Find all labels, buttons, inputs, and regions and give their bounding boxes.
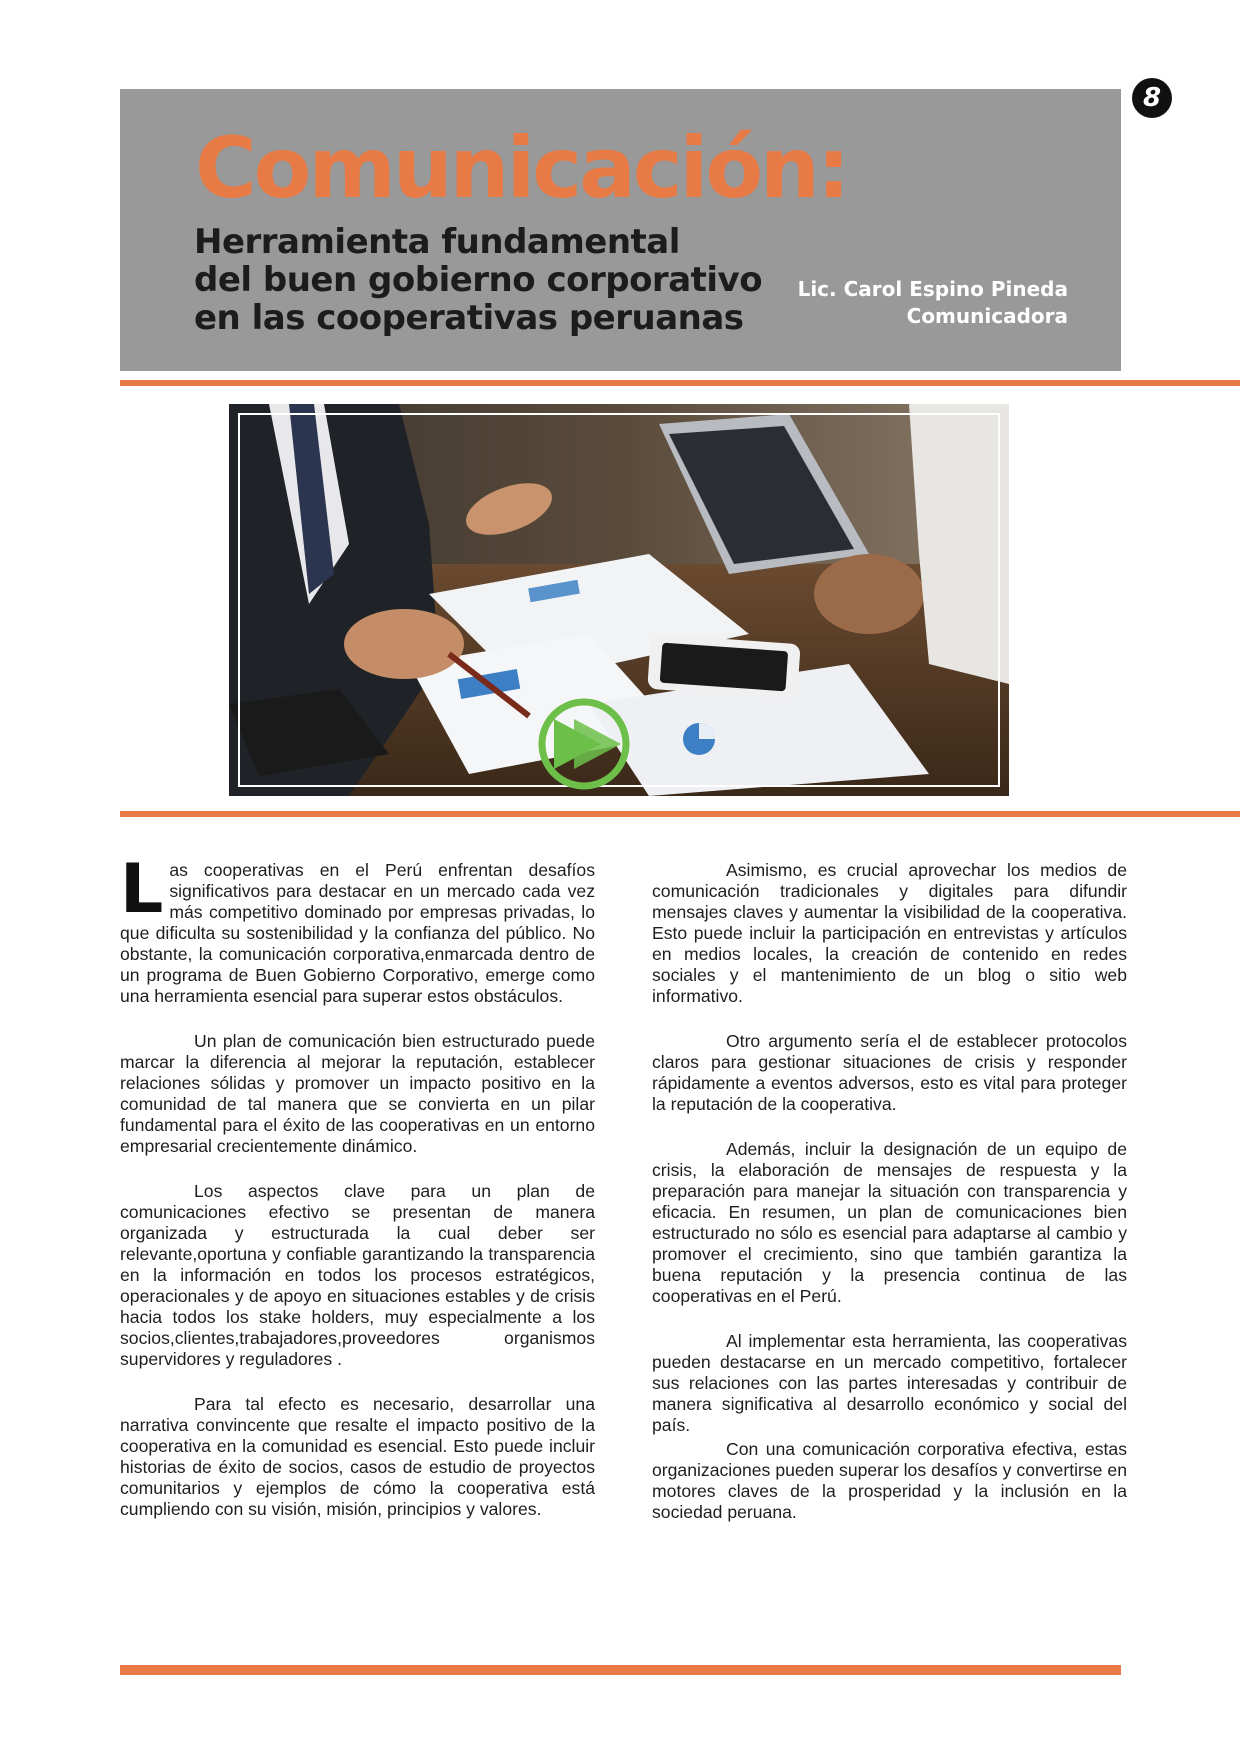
article-title: Comunicación:: [195, 119, 848, 217]
article-paragraph: Además, incluir la designación de un equipo de crisis, la elaboración de mensajes de respuesta y la preparación para manejar la situación con transparencia y eficacia. En resumen, un plan de comunicaciones bien estructurado no sólo es esencial para adaptarse al cambio y promover el crecimiento, sino que también garantiza la buena reputación y la presencia continua de las cooperativas en el Perú.: [652, 1139, 1127, 1306]
article-paragraph: Con una comunicación corporativa efectiva, estas organizaciones pueden superar los desafíos y convertirse en motores claves de la prosperidad y la inclusión en la sociedad peruana.: [652, 1439, 1127, 1522]
article-paragraph: Para tal efecto es necesario, desarrollar una narrativa convincente que resalte el impacto positivo de la cooperativa en la comunidad es esencial. Esto puede incluir historias de éxito de socios, casos de estudio de proyectos comunitarios y ejemplos de cómo la cooperativa está cumpliendo con su visión, misión, principios y valores.: [120, 1394, 595, 1519]
page-number: 8: [1132, 78, 1172, 118]
photo-divider: [120, 811, 1240, 817]
subtitle-line: Herramienta fundamental: [194, 222, 680, 262]
author-name: Lic. Carol Espino Pineda: [797, 277, 1068, 301]
subtitle-line: del buen gobierno corporativo: [194, 260, 763, 300]
article-subtitle: [194, 223, 762, 337]
author-role: Comunicadora: [906, 304, 1068, 328]
top-divider: [120, 380, 1240, 386]
article-paragraph: Otro argumento sería el de establecer protocolos claros para gestionar situaciones de crisis y responder rápidamente a eventos adversos, esto es vital para proteger la reputación de la cooperativa.: [652, 1031, 1127, 1114]
business-meeting-photo: [229, 404, 1009, 796]
bottom-divider: [120, 1665, 1121, 1675]
article-paragraph: Asimismo, es crucial aprovechar los medios de comunicación tradicionales y digitales para difundir mensajes claves y aumentar la visibilidad de la cooperativa. Esto puede incluir la participación en entrevistas y artículos en medios locales, la creación de contenido en redes sociales y el mantenimiento de un blog o sitio web informativo.: [652, 860, 1127, 1006]
article-paragraph: Un plan de comunicación bien estructurado puede marcar la diferencia al mejorar la reputación, establecer relaciones sólidas y promover un impacto positivo en la comunidad de tal manera que se convierta en un pilar fundamental para el éxito de las cooperativas en un entorno empresarial crecientemente dinámico.: [120, 1031, 595, 1156]
article-paragraph: Al implementar esta herramienta, las cooperativas pueden destacarse en un mercado competitivo, fortalecer sus relaciones con las partes interesadas y contribuir de manera significativa al desarrollo económico y social del país.: [652, 1331, 1127, 1435]
subtitle-line: en las cooperativas peruanas: [194, 298, 744, 338]
article-paragraph: Los aspectos clave para un plan de comunicaciones efectivo se presentan de manera organizada y estructurada la cual deber ser relevante,oportuna y confiable garantizando la transparencia en la información en todos los procesos estratégicos, operacionales y de apoyo en situaciones estables y de crisis hacia todos los stake holders, muy especialmente a los socios,clientes,trabajadores,proveedores organismos supervidores y reguladores .: [120, 1181, 595, 1369]
article-right-column: [652, 860, 1127, 1547]
drop-cap: L: [120, 850, 164, 929]
article-left-column: [120, 850, 595, 1544]
author-byline: [798, 276, 1068, 330]
article-paragraph: Las cooperativas en el Perú enfrentan desafíos significativos para destacar en un mercado cada vez más competitivo dominado por empresas privadas, lo que dificulta su sostenibilidad y la confianza del público. No obstante, la comunicación corporativa,enmarcada dentro de un programa de Buen Gobierno Corporativo, emerge como una herramienta esencial para superar estos obstáculos.: [120, 850, 595, 1006]
